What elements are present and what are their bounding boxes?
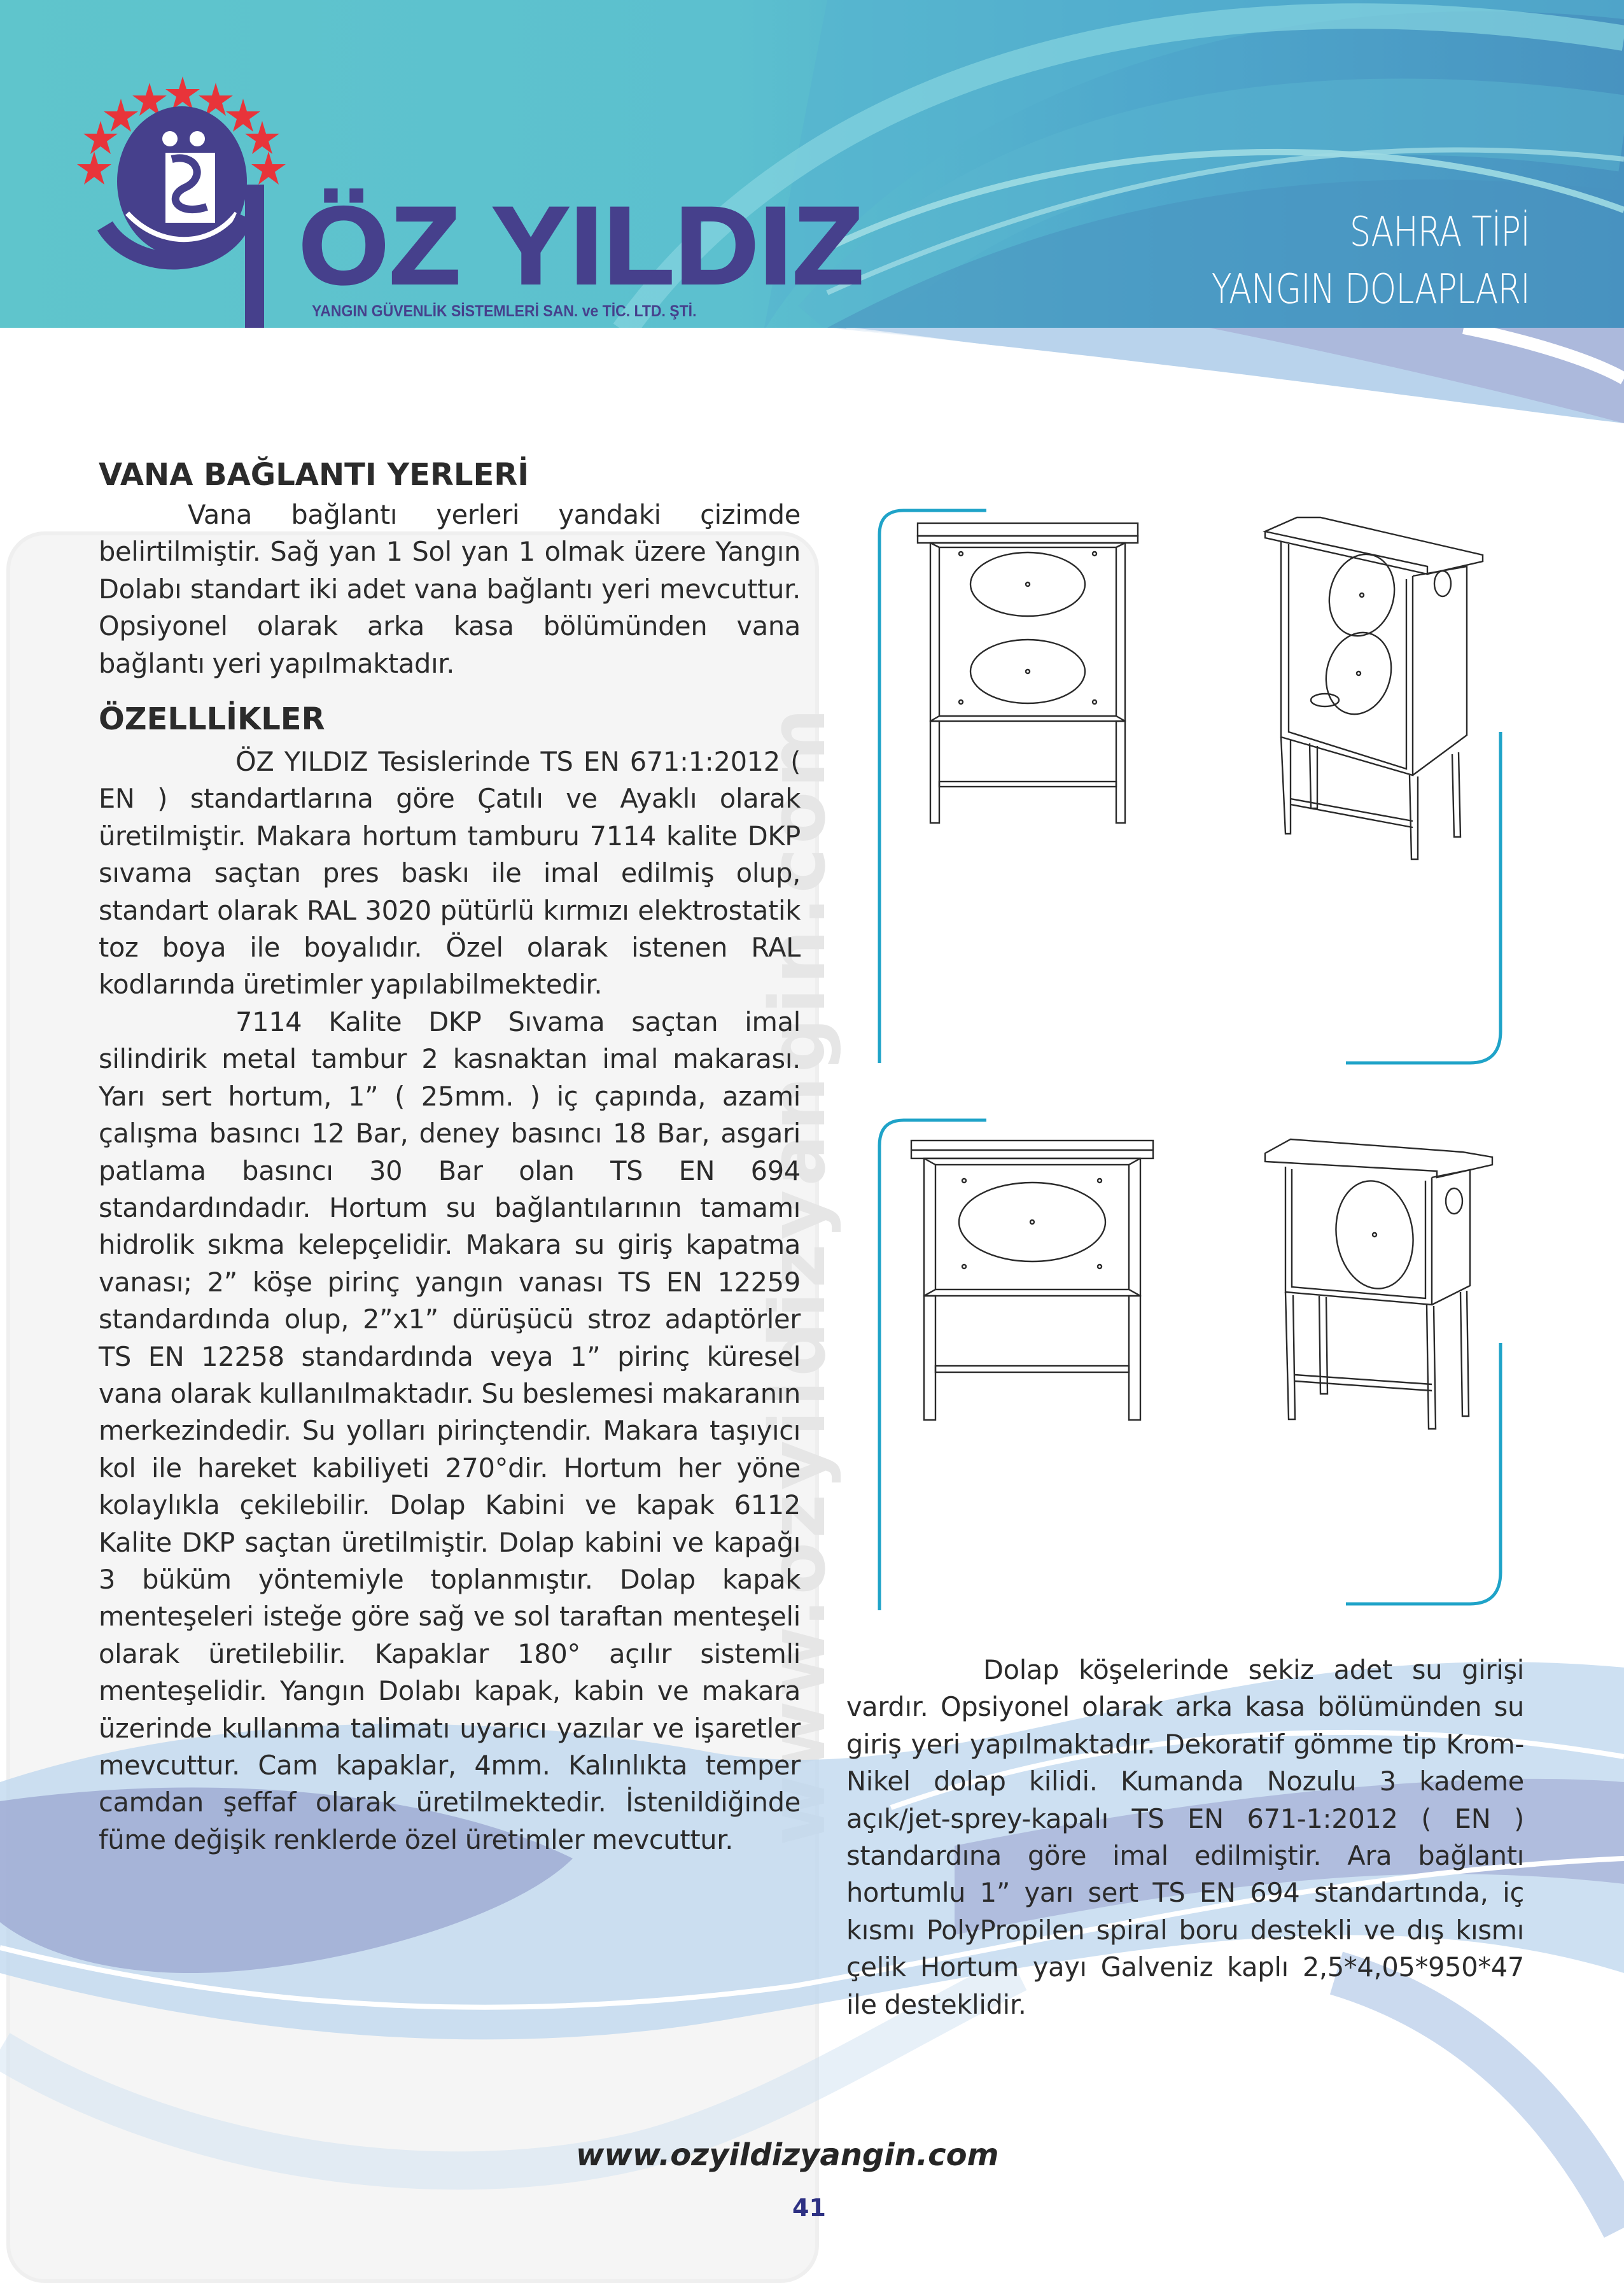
paragraph-ozellikler-1: ÖZ YILDIZ Tesislerinde TS EN 671:1:2012 ( EN ) standartlarına göre Çatılı ve Ayaklı olarak üretilmiştir. Makara hortum tamburu 7114 kalite DKP sıvama saçtan pres baskı ile imal edilmiş olup, standart olarak RAL 3020 pütürlü kırmızı elektrostatik toz boya ile boyalıdır. Özel olarak istenen RAL kodlarında üretimler yapılabilmektedir. [99, 746, 801, 1001]
paragraph-vana: Vana bağlantı yerleri yandaki çizimde belirtilmiştir. Sağ yan 1 Sol yan 1 olmak üzere Yangın Dolabı standart iki adet vana bağlantı yeri mevcuttur. Opsiyonel olarak arka kasa bölümünden vana bağlantı yeri yapılmaktadır. [99, 499, 801, 679]
right-text-column [846, 1652, 1524, 2023]
paragraph-ozellikler-2: 7114 Kalite DKP Sıvama saçtan imal silindirik metal tambur 2 kasnaktan imal makarası. Yarı sert hortum, 1” ( 25mm. ) iç çapında, azami çalışma basıncı 12 Bar, deney basıncı 18 Bar, asgari patlama basıncı 30 Bar olan TS EN 694 standardındadır. Hortum su bağlantılarının tamamı hidrolik sıkma kelepçelidir. Makara su giriş kapatma vanası; 2” köşe pirinç yangın vanası TS EN 12259 standardında olup, 2”x1” dürüşücü stroz adaptörler TS EN 12258 standardında veya 1” pirinç küresel vana olarak kullanılmaktadır. Su beslemesi makaranın merkezindedir. Su yolları pirinçtendir. Makara taşıyıcı kol ile hareket kabiliyeti 270°dir. Hortum her yöne kolaylıkla çekilebilir. Dolap Kabini ve kapak 6112 Kalite DKP saçtan üretilmiştir. Dolap kabini ve kapağı 3 büküm yöntemiyle toplanmıştır. Dolap kapak menteşeleri isteğe göre sağ ve sol taraftan menteşeli olarak üretilebilir. Kapaklar 180° açılır sistemli menteşelidir. Yangın Dolabı kapak, kabin ve makara üzerinde kullanma talimatı uyarıcı yazılar ve işaretler mevcuttur. Cam kapaklar, 4mm. Kalınlıkta temper camdan şeffaf olarak üretilmektedir. İstenildiğinde füme değişik renklerde özel üretimler mevcuttur. [99, 1006, 801, 1855]
page-title-line-1: SAHRA TİPİ [1349, 209, 1530, 256]
drawing-isometric-two-reels [1265, 517, 1483, 859]
watermark-text: www.ozyildizyangin.com [754, 704, 843, 1846]
header-bottom-wave [0, 328, 1624, 423]
drawing-front-one-reel [911, 1141, 1153, 1420]
bracket-top-right [1346, 732, 1501, 1063]
brand-logo [70, 64, 337, 328]
page-number: 41 [792, 2194, 826, 2222]
website-link[interactable]: www.ozyildizyangin.com [576, 2137, 999, 2173]
brand-subtitle: YANGIN GÜVENLİK SİSTEMLERİ SAN. ve TİC. LTD. ŞTİ. [312, 302, 697, 320]
brand-name: ÖZ YILDIZ [299, 185, 865, 307]
left-text-column [99, 457, 801, 1858]
cabinet-drawings [872, 503, 1508, 1648]
page-title [1212, 204, 1530, 318]
bracket-bottom-right [1346, 1343, 1501, 1604]
paragraph-right: Dolap köşelerinde sekiz adet su girişi vardır. Opsiyonel olarak arka kasa bölümünden su giriş yeri yapılmaktadır. Dekoratif gömme tip Krom-Nikel dolap kilidi. Kumanda Nozulu 3 kademe açık/jet-sprey-kapalı TS EN 671-1:2012 ( EN ) standardına göre imal edilmiştir. Ara bağlantı hortumlu 1” yarı sert TS EN 694 standartında, iç kısmı PolyPropilen spiral boru destekli ve dış kısmı çelik Hortum yayı Galveniz kaplı 2,5*4,05*950*47 ile desteklidir. [846, 1654, 1524, 2020]
drawing-front-two-reels [918, 523, 1138, 823]
section-heading-vana: VANA BAĞLANTI YERLERİ [99, 457, 529, 493]
drawing-isometric-one-reel [1265, 1139, 1492, 1429]
header-band [0, 0, 1624, 328]
page-title-line-2: YANGIN DOLAPLARI [1211, 266, 1530, 313]
section-heading-ozellikler: ÖZELLLİKLER [99, 701, 325, 738]
